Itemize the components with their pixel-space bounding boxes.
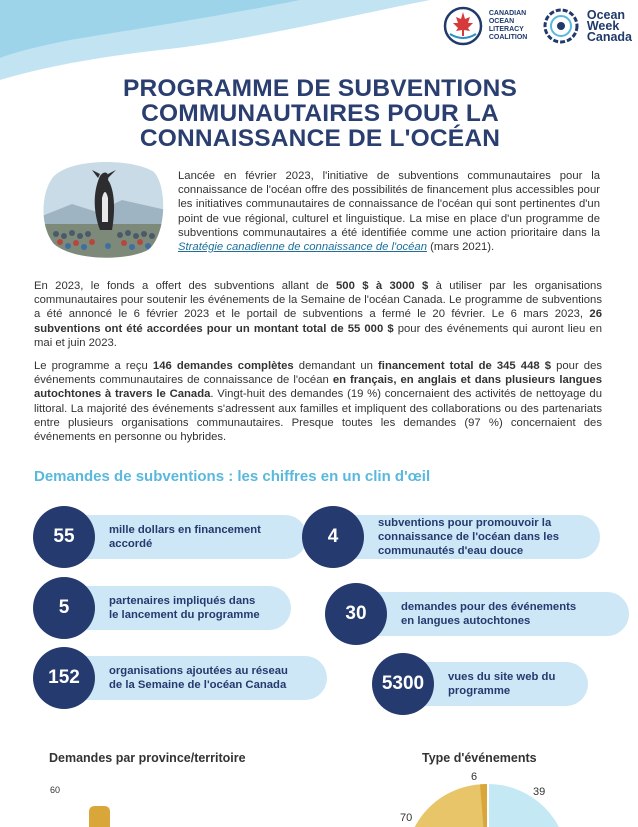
owc-logo-text: Ocean Week Canada bbox=[586, 7, 632, 44]
stat-label: mille dollars en financement accordé bbox=[109, 524, 261, 550]
stats-heading: Demandes de subventions : les chiffres en un clin d'œil bbox=[34, 468, 431, 485]
owc-logo bbox=[541, 6, 632, 46]
applications-paragraph: Le programme a reçu 146 demandes complètes demandant un financement total de 345 448 $ pour des événements communautaires de connaissance de l'océan en français, en anglais et dans plusieurs langues autochtones à travers le Canada. Vingt-huit des demandes (19 %) concernaient des activités de nettoyage du littoral. La majorité des événements s'adressent aux familles et impliquent des collaborations ou des partenariats entre plusieurs organisations communautaires. Presque toutes les demandes (97 %) concernaient des événements en personne ou hybrides. bbox=[34, 360, 603, 444]
col-logo bbox=[443, 6, 535, 46]
ocean-week-wave-logo-icon bbox=[541, 6, 581, 46]
stat-label: organisations ajoutées au réseau de la Semaine de l'océan Canada bbox=[109, 665, 288, 691]
stat-value: 4 bbox=[302, 506, 364, 568]
stat-value: 30 bbox=[325, 583, 387, 645]
stat-funding bbox=[33, 506, 261, 568]
stat-value: 5300 bbox=[372, 653, 434, 715]
header-wave-decoration bbox=[0, 0, 440, 80]
pie-slice-label: 39 bbox=[533, 786, 546, 798]
stat-label: partenaires impliqués dans le lancement du programme bbox=[109, 595, 260, 621]
stat-indigenous bbox=[325, 583, 576, 645]
intro-paragraph: Lancée en février 2023, l'initiative de subventions communautaires pour la connaissance de l'océan offre des possibilités de financement plus accessibles pour les initiatives communautaires de connaissance de l'océan qui sont pertinentes d'un point de vue régional, culturel et linguistique. La mise en place d'un programme de subventions communautaires a été identifiée comme une action prioritaire dans la Stratégie canadienne de connaissance de l'océan (mars 2021). bbox=[178, 170, 600, 254]
stat-label: subventions pour promouvoir la connaissance de l'océan dans les communautés d'eau douce bbox=[378, 517, 560, 557]
y-axis-tick-label: 60 bbox=[50, 785, 61, 795]
pie-slice-label: 70 bbox=[400, 812, 413, 824]
maple-leaf-logo-icon bbox=[443, 6, 483, 46]
stat-value: 5 bbox=[33, 577, 95, 639]
stat-value: 152 bbox=[33, 647, 95, 709]
province-chart-title: Demandes par province/territoire bbox=[49, 751, 246, 765]
pie-slice-in-person bbox=[406, 784, 488, 827]
stat-value: 55 bbox=[33, 506, 95, 568]
pie-slice-label: 6 bbox=[471, 771, 478, 783]
stat-partners bbox=[33, 577, 260, 639]
pie-slice-virtual bbox=[488, 784, 568, 827]
stat-freshwater bbox=[302, 506, 559, 568]
funding-paragraph: En 2023, le fonds a offert des subventions allant de 500 $ à 3000 $ à utiliser par les organisations communautaires pour soutenir les événements de la Semaine de l'océan Canada. Le programme de subventions a été annoncé le 6 février 2023 et le portail de subventions a fermé le 20 février. Le 6 mars 2023, 26 subventions ont été accordées pour un montant total de 55 000 $ pour des événements qui auront lieu en mai et juin 2023. bbox=[34, 280, 602, 349]
stat-label: vues du site web du programme bbox=[448, 671, 556, 697]
strategy-link[interactable]: Stratégie canadienne de connaissance de l'océan bbox=[178, 241, 427, 254]
stat-label: demandes pour des événements en langues autochtones bbox=[401, 601, 577, 627]
hero-whale-sculpture-photo bbox=[42, 158, 166, 258]
stat-views bbox=[372, 653, 555, 715]
col-logo-text: CANADIAN OCEAN LITERACY COALITION bbox=[488, 10, 528, 41]
event-type-chart-title: Type d'événements bbox=[422, 751, 537, 765]
stat-organizations bbox=[33, 647, 288, 709]
header-logos bbox=[443, 6, 632, 46]
province-bar bbox=[86, 806, 116, 827]
page-title: PROGRAMME DE SUBVENTIONS COMMUNAUTAIRES POUR LA CONNAISSANCE DE L'OCÉAN bbox=[122, 75, 518, 152]
